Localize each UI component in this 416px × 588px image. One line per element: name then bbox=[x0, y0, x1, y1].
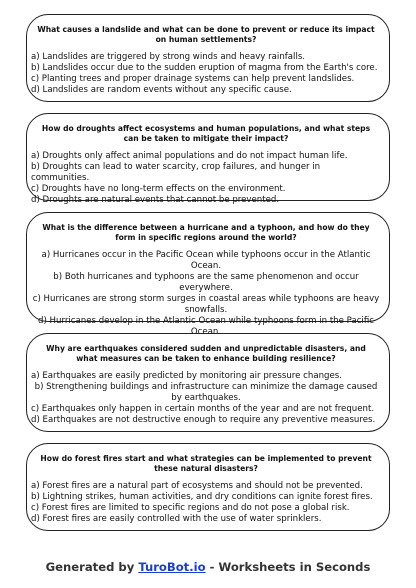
option-d: d) Hurricanes develop in the Atlantic Ocean while typhoons form in the Pacific bbox=[38, 316, 374, 327]
question-text: How do forest fires start and what strategies can be implemented to prevent these natural disasters? bbox=[40, 454, 372, 473]
footer-brand-link[interactable]: TuroBot.io bbox=[138, 560, 206, 574]
option-d: d) Earthquakes are not destructive enough to require any preventive measures. bbox=[31, 415, 376, 426]
question-text: What causes a landslide and what can be done to prevent or reduce its impact on human settlements? bbox=[37, 25, 375, 44]
footer-prefix: Generated by bbox=[45, 560, 139, 574]
option-b: b) Lightning strikes, human activities, and dry conditions can ignite forest fires. bbox=[31, 492, 373, 503]
option-b: b) Both hurricanes and typhoons are the same phenomenon and occur everywhere. bbox=[53, 272, 362, 294]
question-card-5 bbox=[26, 443, 390, 531]
option-c: c) Earthquakes only happen in certain months of the year and are not frequent. bbox=[31, 404, 375, 415]
question-card-3 bbox=[26, 212, 390, 327]
option-a: a) Landslides are triggered by strong winds and heavy rainfalls. bbox=[31, 52, 306, 63]
option-c: c) Planting trees and proper drainage systems can help prevent landslides. bbox=[31, 74, 355, 85]
question-card-4 bbox=[26, 333, 390, 432]
option-a: a) Earthquakes are easily predicted by monitoring air pressure changes. bbox=[31, 371, 343, 382]
option-d: d) Landslides are random events without any specific cause. bbox=[31, 85, 292, 96]
option-b: b) Droughts can lead to water scarcity, crop failures, and hunger in communities. bbox=[31, 162, 323, 184]
option-c: c) Hurricanes are strong storm surges in coastal areas while typhoons are heavy snowfalls. bbox=[32, 294, 382, 316]
option-b: b) Strengthening buildings and infrastructure can minimize the damage caused by earthquakes. bbox=[34, 382, 381, 404]
option-d: d) Droughts are natural events that cannot be prevented. bbox=[31, 195, 280, 206]
question-text: What is the difference between a hurricane and a typhoon, and how do they form in specific regions around the world? bbox=[42, 223, 370, 242]
question-text: Why are earthquakes considered sudden and unpredictable disasters, and what measures can be taken to enhance building resilience? bbox=[46, 344, 366, 363]
question-card-1 bbox=[26, 14, 390, 102]
footer-suffix: - Worksheets in Seconds bbox=[205, 560, 371, 574]
option-d: d) Forest fires are easily controlled with the use of water sprinklers. bbox=[31, 514, 322, 525]
option-c: c) Forest fires are limited to specific regions and do not pose a global risk. bbox=[31, 503, 350, 514]
option-c: c) Droughts have no long-term effects on the environment. bbox=[31, 184, 286, 195]
option-a: a) Droughts only affect animal populations and do not impact human life. bbox=[31, 151, 348, 162]
question-text: How do droughts affect ecosystems and human populations, and what steps can be taken to mitigate their impact? bbox=[41, 124, 371, 143]
option-b: b) Landslides occur due to the sudden eruption of magma from the Earth's core. bbox=[31, 63, 378, 74]
option-a: a) Hurricanes occur in the Pacific Ocean while typhoons occur in the Atlantic Ocean. bbox=[41, 250, 374, 272]
question-card-2 bbox=[26, 113, 390, 206]
footer bbox=[0, 560, 416, 574]
option-a: a) Forest fires are a natural part of ecosystems and should not be prevented. bbox=[31, 481, 363, 492]
